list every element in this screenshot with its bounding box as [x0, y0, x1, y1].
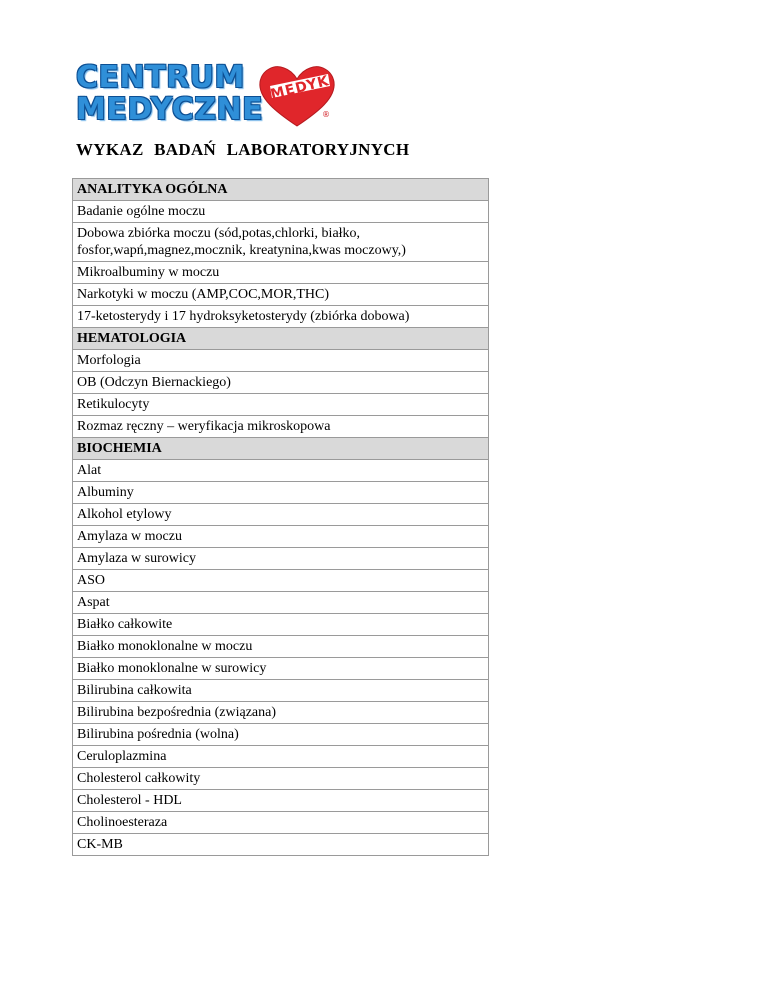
table-row: 17-ketosterydy i 17 hydroksyketosterydy (zbiórka dobowa) — [73, 306, 488, 328]
heart-label: MEDYK — [268, 72, 332, 104]
table-row: Alkohol etylowy — [73, 504, 488, 526]
table-row: Rozmaz ręczny – weryfikacja mikroskopowa — [73, 416, 488, 438]
table-row: Amylaza w moczu — [73, 526, 488, 548]
registered-mark: ® — [322, 110, 330, 119]
table-row: Bilirubina całkowita — [73, 680, 488, 702]
table-row: Cholesterol - HDL — [73, 790, 488, 812]
page-title: WYKAZ BADAŃ LABORATORYJNYCH — [76, 140, 410, 159]
table-row: Alat — [73, 460, 488, 482]
lab-tests-table — [72, 178, 489, 856]
table-row: Albuminy — [73, 482, 488, 504]
table-row: Białko monoklonalne w moczu — [73, 636, 488, 658]
logo-line1: CENTRUM — [76, 60, 245, 95]
table-row: Morfologia — [73, 350, 488, 372]
table-row: Badanie ogólne moczu — [73, 201, 488, 223]
section-header: HEMATOLOGIA — [73, 328, 488, 350]
table-row: CK-MB — [73, 834, 488, 856]
table-row: Mikroalbuminy w moczu — [73, 262, 488, 284]
table-row: OB (Odczyn Biernackiego) — [73, 372, 488, 394]
table-row: Cholesterol całkowity — [73, 768, 488, 790]
table-row: Ceruloplazmina — [73, 746, 488, 768]
centrum-medyczne-logo — [76, 62, 342, 132]
section-header: ANALITYKA OGÓLNA — [73, 179, 488, 201]
table-row: ASO — [73, 570, 488, 592]
table-row: Cholinoesteraza — [73, 812, 488, 834]
table-row: Retikulocyty — [73, 394, 488, 416]
table-row: Narkotyki w moczu (AMP,COC,MOR,THC) — [73, 284, 488, 306]
table-row: Białko monoklonalne w surowicy — [73, 658, 488, 680]
logo-line2: MEDYCZNE — [76, 92, 264, 127]
table-row: Bilirubina bezpośrednia (związana) — [73, 702, 488, 724]
section-header: BIOCHEMIA — [73, 438, 488, 460]
table-row: Dobowa zbiórka moczu (sód,potas,chlorki, białko, fosfor,wapń,magnez,mocznik, kreatynina,kwas moczowy,) — [73, 223, 488, 262]
table-row: Amylaza w surowicy — [73, 548, 488, 570]
table-row: Bilirubina pośrednia (wolna) — [73, 724, 488, 746]
table-row: Aspat — [73, 592, 488, 614]
table-row: Białko całkowite — [73, 614, 488, 636]
